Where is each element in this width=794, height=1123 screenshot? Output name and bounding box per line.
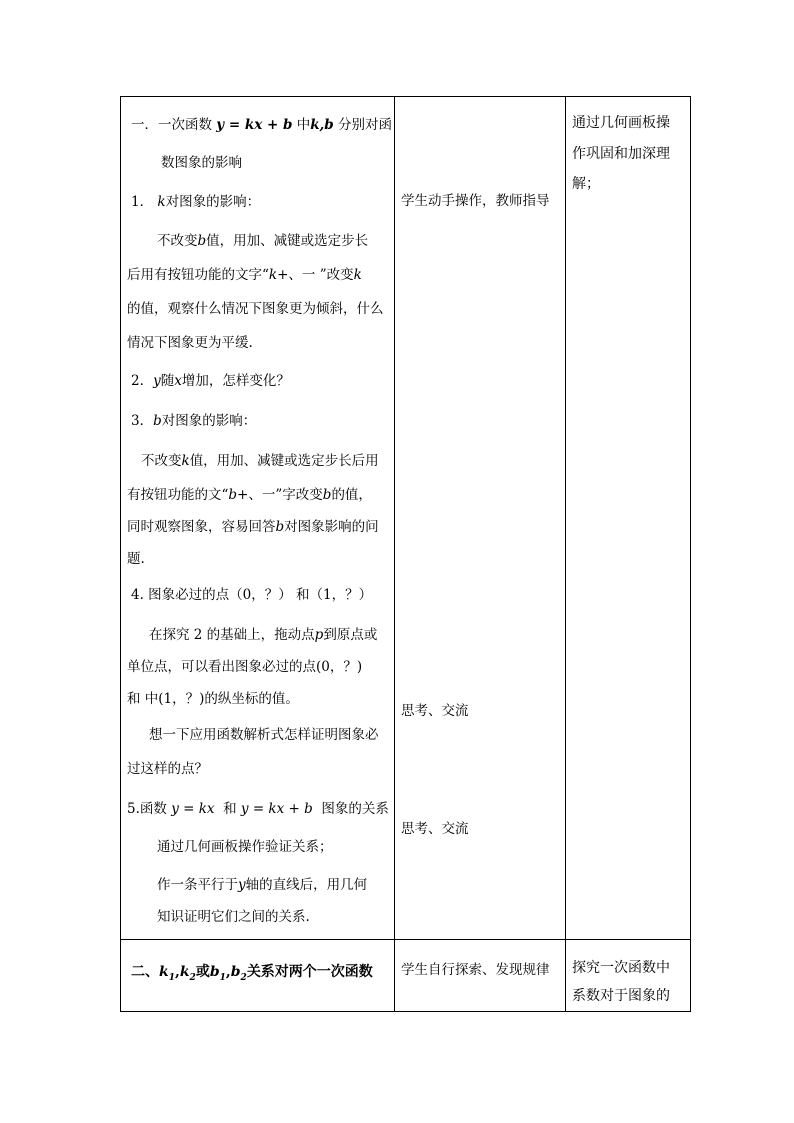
purpose-line-1: 通过几何画板操 [572, 115, 670, 131]
paragraph-1-line4: 情况下图象更为平缓. [127, 335, 253, 351]
purpose-cell [566, 97, 691, 940]
section-heading-1: 一．一次函数 y = kx + b 中k,b 分别对函 [131, 117, 392, 133]
item-5: 5.函数 y = kx 和 y = kx + b 图象的关系 [127, 801, 389, 817]
paragraph-4-line5: 过这样的点？ [127, 761, 208, 777]
activity-text-1: 学生动手操作，教师指导 [401, 193, 550, 209]
paragraph-3-line1: 不改变k值，用加、减键或选定步长后用 [141, 453, 379, 469]
paragraph-1-line3: 的值，观察什么情况下图象更为倾斜，什么 [127, 301, 384, 317]
paragraph-5-line2: 作一条平行于y轴的直线后，用几何 [157, 877, 368, 893]
paragraph-3-line3: 同时观察图象，容易回答b对图象影响的问 [127, 519, 379, 535]
paragraph-4-line2: 单位点，可以看出图象必过的点(0，？) [127, 659, 363, 675]
paragraph-4-line3: 和 中(1，？)的纵坐标的值。 [127, 691, 299, 707]
paragraph-3-line4: 题. [127, 551, 145, 567]
table-row [121, 97, 691, 940]
section-heading-2: 二、$k_1,k_2$或$b_1,b_2$关系对两个一次函数 [131, 964, 373, 983]
paragraph-3-line2: 有按钮功能的文“b+、一”字改变b的值， [127, 487, 372, 503]
paragraph-5-line1: 通过几何画板操作验证关系； [157, 839, 333, 855]
paragraph-1-line1: 不改变b值，用加、减键或选定步长 [157, 233, 369, 249]
item-1: 1． k对图象的影响： [131, 194, 261, 210]
paragraph-4-line1: 在探究 2 的基础上，拖动点p到原点或 [149, 627, 378, 643]
lesson-plan-table [120, 96, 691, 1012]
activity-text-2: 思考、交流 [401, 703, 469, 719]
section-heading-1-cont: 数图象的影响 [161, 155, 242, 171]
item-4: 4. 图象必过的点（0，？） 和（1，？） [131, 587, 373, 603]
purpose-cell [566, 940, 691, 1012]
content-cell [121, 940, 395, 1012]
paragraph-5-line3: 知识证明它们之间的关系. [157, 909, 310, 925]
activity-cell [395, 940, 566, 1012]
activity-text-4: 学生自行探索、发现规律 [401, 962, 550, 978]
purpose-line-4: 探究一次函数中 [572, 960, 670, 976]
activity-text-3: 思考、交流 [401, 821, 469, 837]
item-3: 3．b对图象的影响： [131, 413, 257, 429]
table-row [121, 940, 691, 1012]
activity-cell [395, 97, 566, 940]
item-2: 2．y随x增加，怎样变化？ [131, 373, 290, 389]
purpose-line-5: 系数对于图象的 [572, 988, 670, 1004]
content-cell [121, 97, 395, 940]
purpose-line-3: 解； [572, 176, 600, 192]
purpose-line-2: 作巩固和加深理 [572, 146, 670, 162]
paragraph-1-line2: 后用有按钮功能的文字“k+、一 ”改变k [127, 267, 362, 283]
paragraph-4-line4: 想一下应用函数解析式怎样证明图象必 [149, 727, 379, 743]
